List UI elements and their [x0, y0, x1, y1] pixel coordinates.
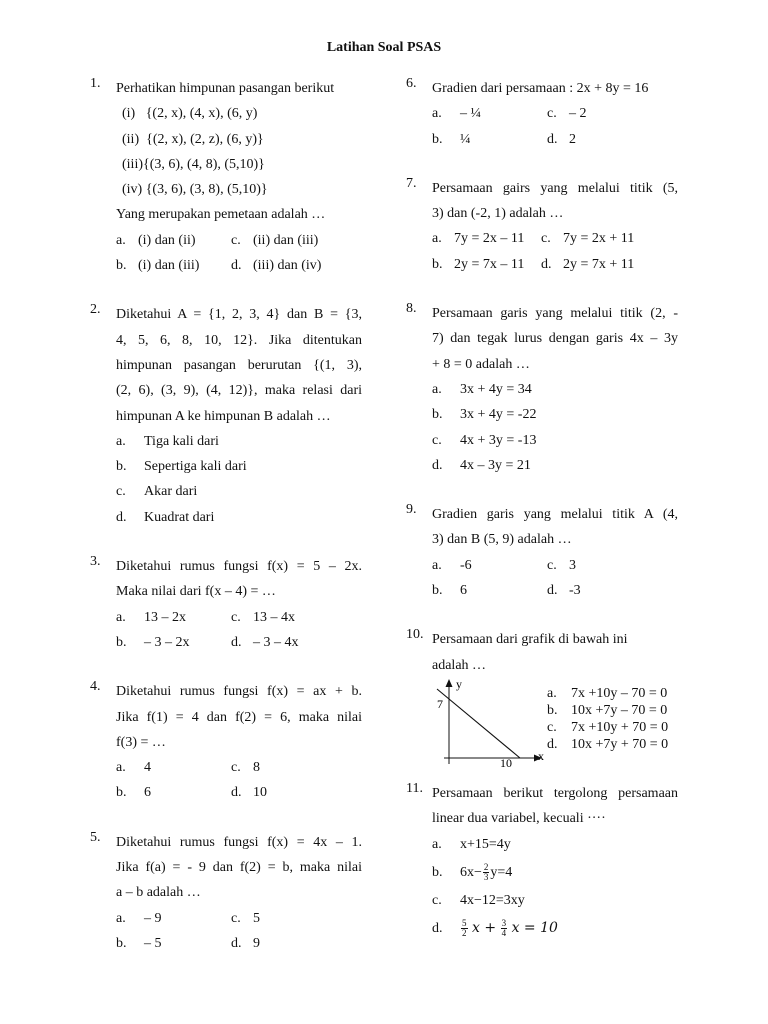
question-4: [90, 679, 362, 805]
options: [432, 553, 678, 604]
question-number: 4.: [90, 679, 101, 695]
option-b[interactable]: b. 10x +7y – 70 = 0: [547, 702, 668, 718]
question-line: 7) dan tegak lurus dengan garis 4x – 3y: [432, 331, 678, 347]
option-a[interactable]: a. -6: [432, 557, 472, 573]
question-line: Diketahui rumus fungsi f(x) = 5 – 2x.: [116, 559, 362, 575]
option-a[interactable]: a. 13 – 2x: [116, 609, 186, 625]
question-line: Jika f(a) = - 9 dan f(2) = b, maka nilai: [116, 860, 362, 876]
question-line: f(3) = …: [116, 734, 166, 750]
question-line: Diketahui A = {1, 2, 3, 4} dan B = {3,: [116, 307, 362, 323]
option-b[interactable]: b. 6x− $\frac{2}{3}$ y=4: [432, 862, 513, 883]
option-b[interactable]: b. – 5: [116, 935, 162, 951]
options: [432, 226, 678, 277]
graph-section: [432, 678, 678, 773]
set-item: (ii) {(2, x), (2, z), (6, y)}: [122, 131, 264, 147]
option-a[interactable]: a. 7y = 2x – 11: [432, 231, 525, 247]
option-a[interactable]: a. 4: [116, 760, 151, 776]
option-d[interactable]: d. -3: [547, 583, 581, 599]
question-number: 5.: [90, 829, 101, 845]
set-item: (i) {(2, x), (4, x), (6, y): [122, 106, 258, 122]
question-number: 9.: [406, 502, 417, 518]
question-line: 4, 5, 6, 8, 10, 12}. Jika ditentukan: [116, 332, 362, 348]
question-number: 1.: [90, 76, 101, 91]
question-line: Maka nilai dari f(x – 4) = …: [116, 584, 276, 600]
options: [116, 228, 362, 279]
question-line: Persamaan berikut tergolong persamaan: [432, 785, 678, 801]
option-b[interactable]: b. 6: [432, 583, 467, 599]
option-c[interactable]: c. 3: [547, 557, 576, 573]
option-a[interactable]: a. – ¼: [432, 106, 481, 122]
option-c[interactable]: c. 5: [231, 910, 260, 926]
question-9: [406, 502, 678, 603]
question-number: 8.: [406, 301, 417, 317]
option-d[interactable]: d. Kuadrat dari: [116, 509, 215, 525]
x-axis-label: x: [538, 748, 544, 763]
question-line: Jika f(1) = 4 dan f(2) = 6, maka nilai: [116, 709, 362, 725]
question-line: Gradien garis yang melalui titik A (4,: [432, 507, 678, 523]
question-3: [90, 554, 362, 655]
option-b[interactable]: b. 2y = 7x – 11: [432, 256, 525, 272]
question-number: 6.: [406, 76, 417, 91]
option-a[interactable]: a. x+15=4y: [432, 836, 511, 852]
question-line: 3) dan B (5, 9) adalah …: [432, 532, 572, 548]
question-line: Persamaan gairs yang melalui titik (5,: [432, 180, 678, 196]
question-line: (2, 6), (3, 9), (4, 12)}, maka relasi dari: [116, 383, 362, 399]
left-column: [90, 76, 362, 980]
question-line: Diketahui rumus fungsi f(x) = 4x – 1.: [116, 834, 362, 850]
option-b[interactable]: b. Sepertiga kali dari: [116, 459, 247, 475]
option-b[interactable]: b. – 3 – 2x: [116, 634, 190, 650]
question-7: [406, 176, 678, 277]
question-prompt: Yang merupakan pemetaan adalah …: [116, 207, 326, 223]
option-a[interactable]: a. 7x +10y – 70 = 0: [547, 685, 668, 701]
options: [116, 755, 362, 806]
question-2: [90, 302, 362, 530]
fraction: $\frac{3}{4}$: [501, 918, 507, 939]
option-d[interactable]: d. 4x – 3y = 21: [432, 457, 531, 473]
option-a[interactable]: a. 3x + 4y = 34: [432, 381, 532, 397]
question-line: Gradien dari persamaan : 2x + 8y = 16: [432, 81, 649, 96]
option-c[interactable]: c. (ii) dan (iii): [231, 232, 319, 248]
question-number: 3.: [90, 554, 101, 570]
question-stem: Perhatikan himpunan pasangan berikut: [116, 81, 335, 96]
question-6: [406, 76, 678, 152]
options: [116, 906, 362, 957]
option-c[interactable]: c. 4x−12=3xy: [432, 892, 525, 908]
page-title: Latihan Soal PSAS: [326, 40, 442, 55]
option-a[interactable]: a. – 9: [116, 910, 162, 926]
question-11: [406, 781, 678, 944]
line-graph: [434, 678, 544, 770]
fraction: $\frac{2}{3}$: [483, 862, 489, 883]
set-item: (iii){(3, 6), (4, 8), (5,10)}: [122, 156, 265, 172]
question-5: [90, 830, 362, 956]
option-b[interactable]: b. 6: [116, 785, 151, 801]
option-c[interactable]: c. 4x + 3y = -13: [432, 432, 537, 448]
option-c[interactable]: c. 7y = 2x + 11: [541, 231, 635, 247]
question-line: adalah …: [432, 657, 487, 673]
options: [547, 685, 668, 753]
question-line: Persamaan dari grafik di bawah ini: [432, 632, 628, 648]
option-c[interactable]: c. 8: [231, 760, 260, 776]
option-b[interactable]: b. ¼: [432, 131, 471, 147]
x-intercept-label: 10: [500, 755, 512, 770]
question-line: linear dua variabel, kecuali ····: [432, 811, 606, 827]
question-1: [90, 76, 362, 278]
y-intercept-label: 7: [437, 696, 443, 711]
question-line: a – b adalah …: [116, 885, 201, 901]
option-a[interactable]: a. (i) dan (ii): [116, 232, 196, 248]
y-axis-arrow: [446, 679, 453, 687]
question-number: 2.: [90, 302, 101, 318]
fraction: $\frac{5}{2}$: [462, 918, 467, 939]
option-d[interactable]: d. 2y = 7x + 11: [541, 256, 635, 272]
question-line: Persamaan garis yang melalui titik (2, -: [432, 306, 678, 322]
question-line: Diketahui rumus fungsi f(x) = ax + b.: [116, 684, 362, 700]
question-line: himpunan A ke himpunan B adalah …: [116, 408, 331, 424]
y-axis-label: y: [456, 677, 462, 691]
option-a[interactable]: a. Tiga kali dari: [116, 433, 219, 449]
option-d[interactable]: d. 9: [231, 935, 260, 951]
set-item: (iv) {(3, 6), (3, 8), (5,10)}: [122, 182, 268, 198]
question-8: [406, 301, 678, 478]
option-d[interactable]: d. 2: [547, 131, 576, 147]
question-line: + 8 = 0 adalah …: [432, 356, 530, 372]
question-number: 7.: [406, 175, 417, 191]
question-line: 3) dan (-2, 1) adalah …: [432, 206, 564, 222]
option-d[interactable]: d. 10: [231, 785, 267, 801]
option-c[interactable]: c. Akar dari: [116, 484, 198, 500]
option-d[interactable]: d. $\frac{5}{2}$ x + $\frac{3}{4}$ x = 10: [432, 918, 558, 939]
options: [432, 101, 678, 152]
question-10: [406, 627, 678, 773]
option-d[interactable]: d. – 3 – 4x: [231, 634, 299, 650]
question-line: himpunan pasangan berurutan {(1, 3),: [116, 357, 362, 373]
option-c[interactable]: c. 7x +10y + 70 = 0: [547, 719, 669, 735]
option-c[interactable]: c. – 2: [547, 106, 587, 122]
option-b[interactable]: b. (i) dan (iii): [116, 258, 200, 274]
question-number: 11.: [406, 780, 423, 796]
question-number: 10.: [406, 627, 424, 643]
options: [116, 605, 362, 656]
option-d[interactable]: d. 10x +7y + 70 = 0: [547, 736, 669, 752]
option-d[interactable]: d. (iii) dan (iv): [231, 258, 322, 274]
option-b[interactable]: b. 3x + 4y = -22: [432, 407, 537, 423]
option-c[interactable]: c. 13 – 4x: [231, 609, 295, 625]
right-column: [406, 76, 678, 968]
